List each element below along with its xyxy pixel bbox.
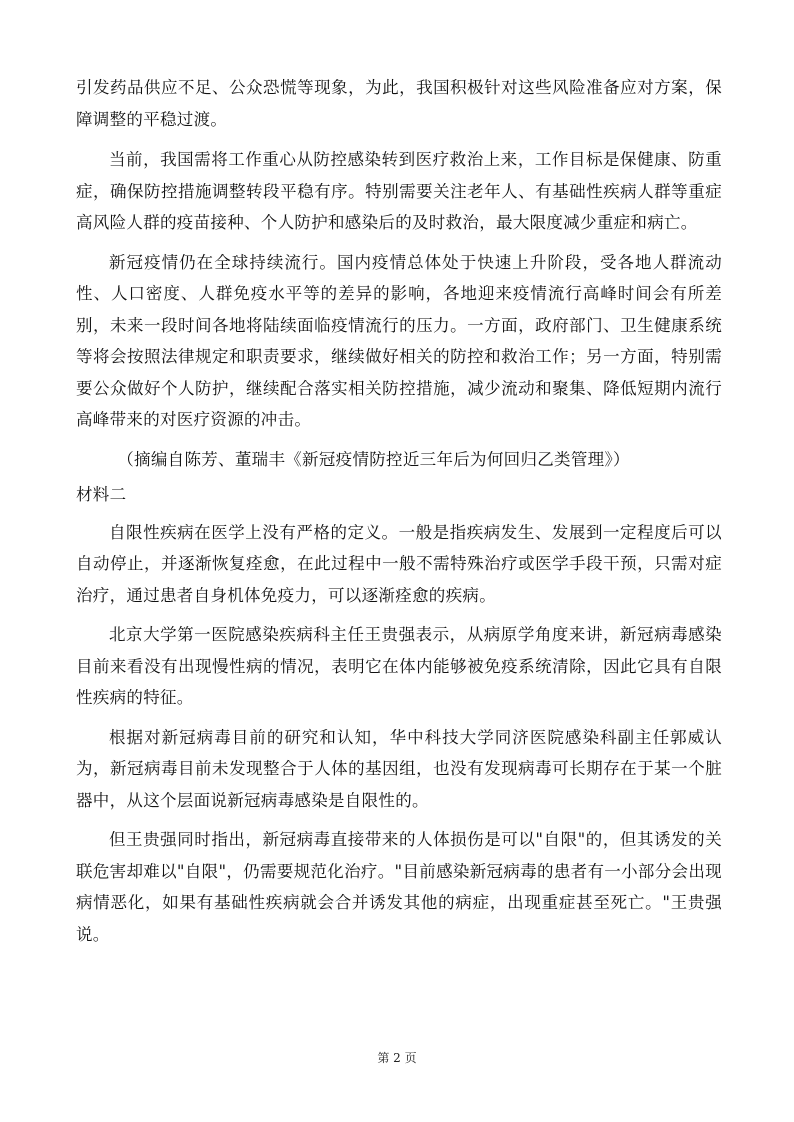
paragraph-wang-guiqiang-view: 北京大学第一医院感染疾病科主任王贵强表示，从病原学角度来讲，新冠病毒感染目前来看没有出现慢性病的情况，表明它在体内能够被免疫系统清除，因此它具有自限性疾病的特征。 [76,625,722,707]
page-number: 第 2 页 [377,1051,417,1065]
paragraph-treatment-focus: 当前，我国需将工作重心从防控感染转到医疗救治上来，工作目标是保健康、防重症，确保防控措施调整转段平稳有序。特别需要关注老年人、有基础性疾病人群等重症高风险人群的疫苗接种、个人防护和感染后的及时救治，最大限度减少重症和病亡。 [76,150,722,232]
source-citation: （摘编自陈芳、董瑞丰《新冠疫情防控近三年后为何回归乙类管理》） [117,449,630,469]
document-body [76,72,722,958]
paragraph-self-limiting-definition: 自限性疾病在医学上没有严格的定义。一般是指疾病发生、发展到一定程度后可以自动停止，并逐渐恢复痊愈，在此过程中一般不需特殊治疗或医学手段干预，只需对症治疗，通过患者自身机体免疫力，可以逐渐痊愈的疾病。 [76,522,722,605]
section-heading-material-two: 材料二 [76,485,127,504]
paragraph-guo-wei-view: 根据对新冠病毒目前的研究和认知，华中科技大学同济医院感染科副主任郭威认为，新冠病毒目前未发现整合于人体的基因组，也没有发现病毒可长期存在于某一个脏器中，从这个层面说新冠病毒感染是自限性的。 [76,727,722,810]
paragraph-continuation: 引发药品供应不足、公众恐慌等现象，为此，我国积极针对这些风险准备应对方案，保障调整的平稳过渡。 [76,78,722,129]
paragraph-epidemic-status: 新冠疫情仍在全球持续流行。国内疫情总体处于快速上升阶段，受各地人群流动性、人口密度、人群免疫水平等的差异的影响，各地迎来疫情流行高峰时间会有所差别，未来一段时间各地将陆续面临疫情流行的压力。一方面，政府部门、卫生健康系统等将会按照法律规定和职责要求，继续做好相关的防控和救治工作；另一方面，特别需要公众做好个人防护，继续配合落实相关防控措施，减少流动和聚集、降低短期内流行高峰带来的对医疗资源的冲击。 [76,252,722,429]
paragraph-related-harm: 但王贵强同时指出，新冠病毒直接带来的人体损伤是可以"自限"的，但其诱发的关联危害却难以"自限"，仍需要规范化治疗。"目前感染新冠病毒的患者有一小部分会出现病情恶化，如果有基础性疾病就会合并诱发其他的病症，出现重症甚至死亡。"王贵强说。 [76,830,722,944]
